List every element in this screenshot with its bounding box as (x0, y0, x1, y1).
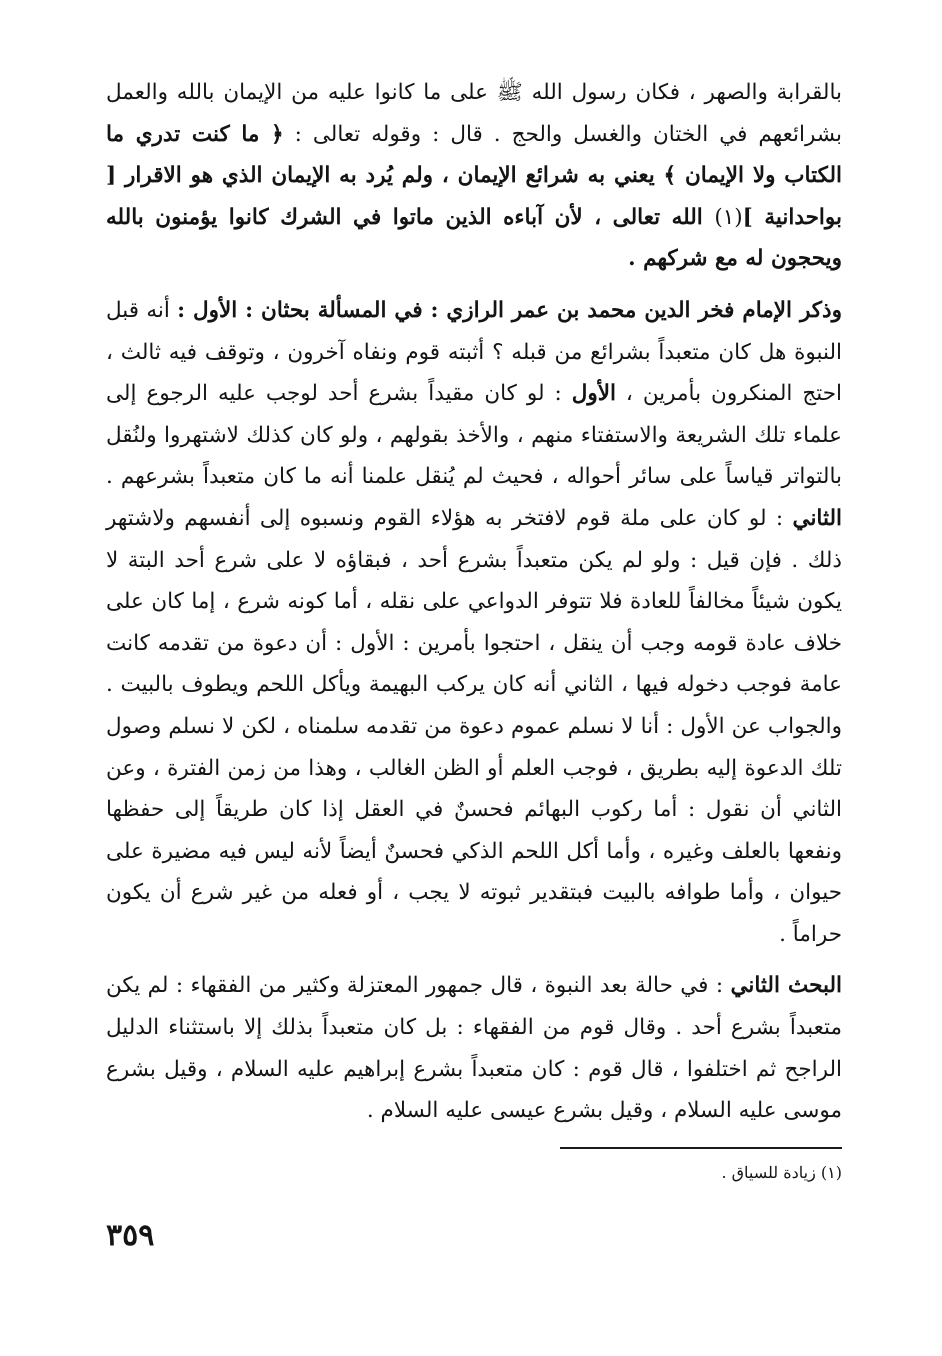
text-segment-bold: ﴿ ما كنت تدري ما الكتاب ولا الإيمان ﴾ يعني به شرائع الإيمان ، ولم يُرد به الإيمان الذي هو الاقرار [ بواحدانية ] (106, 121, 842, 230)
paragraph-3 (106, 965, 842, 1131)
footnote-marker: (١) (714, 204, 743, 230)
text-segment-bold: وذكر الإمام فخر الدين محمد بن عمر الرازي : في المسألة بحثان : الأول : (177, 297, 842, 323)
text-segment-bold: الله تعالى ، لأن آباءه الذين ماتوا في الشرك كانوا يؤمنون بالله ويحجون له مع شركهم . (106, 204, 842, 272)
footnote: (١) زيادة للسياق . (721, 1163, 842, 1182)
paragraph-2 (106, 290, 842, 956)
text-segment-bold: البحث الثاني (730, 973, 842, 999)
page-number: ٣٥٩ (106, 1218, 155, 1253)
text-segment: أنه قبل النبوة هل كان متعبداً بشرائع من قبله ؟ أثبته قوم ونفاه آخرون ، وتوقف فيه ثالث ، احتج المنكرون بأمرين ، (106, 297, 842, 407)
text-segment-bold: الأول (571, 381, 616, 407)
text-segment: : لو كان على ملة قوم لافتخر به هؤلاء القوم ونسبوه إلى أنفسهم ولاشتهر ذلك . فإن قيل : ولو لم يكن متعبداً بشرع أحد ، فبقاؤه لا على شرع أحد البتة لا يكون شيئاً مخالفاً للعادة فلا تتوفر الدواعي على نقله ، أما كونه شرع ، إما كان على خلاف عادة قومه وجب أن ينقل ، احتجوا بأمرين : الأول : أن دعوة من تقدمه كانت عامة فوجب دخوله فيها ، الثاني أنه كان يركب البهيمة ويأكل اللحم ويطوف بالبيت . والجواب عن الأول : أنا لا نسلم عموم دعوة من تقدمه سلمناه ، لكن لا نسلم وصول تلك الدعوة إليه بطريق ، فوجب العلم أو الظن الغالب ، وهذا من زمن الفترة ، وعن الثاني أن نقول : أما ركوب البهائم فحسنٌ في العقل إذا كان طريقاً إلى حفظها ونفعها بالعلف وغيره ، وأما أكل اللحم الذكي فحسنٌ أيضاً لأنه ليس فيه مضيرة على حيوان ، وأما طوافه بالبيت فبتقدير ثبوته لا يجب ، أو فعله من غير شرع أن يكون حراماً . (106, 505, 842, 947)
page-body (106, 72, 842, 1132)
footnote-divider (560, 1147, 842, 1149)
text-segment: بالقرابة والصهر ، فكان رسول الله ﷺ على ما كانوا عليه من الإيمان بالله والعمل بشرائعهم في الختان والغسل والحج . قال : وقوله تعالى : (106, 80, 842, 147)
paragraph-1 (106, 72, 842, 280)
text-segment: : في حالة بعد النبوة ، قال جمهور المعتزلة وكثير من الفقهاء : لم يكن متعبداً بشرع أحد . وقال قوم من الفقهاء : بل كان متعبداً بذلك إلا باستثناء الدليل الراجح ثم اختلفوا ، قال قوم : كان متعبداً بشرع إبراهيم عليه السلام ، وقيل بشرع موسى عليه السلام ، وقيل بشرع عيسى عليه السلام . (106, 973, 842, 1124)
text-segment: : لو كان مقيداً بشرع أحد لوجب عليه الرجوع إلى علماء تلك الشريعة والاستفتاء منهم ، والأخذ بقولهم ، ولو كان كذلك لاشتهروا ولنُقل بالتواتر قياساً على سائر أحواله ، فحيث لم يُنقل علمنا أنه ما كان متعبداً بشرعهم . (106, 381, 842, 490)
text-segment-bold: الثاني (792, 505, 842, 531)
